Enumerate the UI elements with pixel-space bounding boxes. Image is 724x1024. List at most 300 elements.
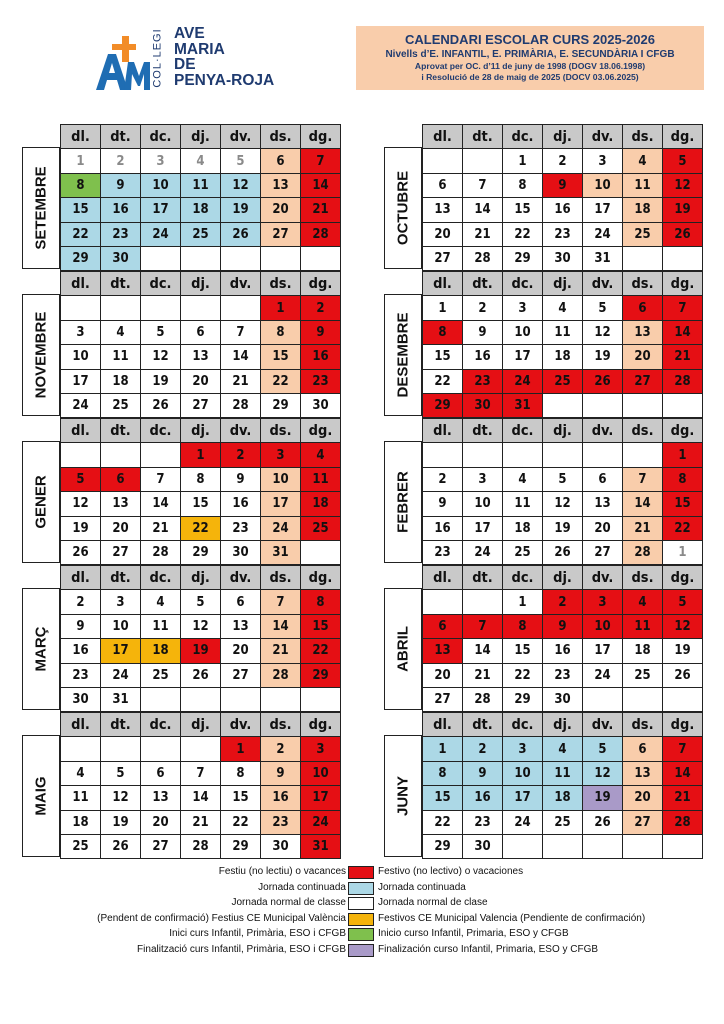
day-cell: 22: [261, 369, 301, 393]
day-cell: 19: [583, 345, 623, 369]
day-cell: 30: [261, 834, 301, 858]
day-cell: 8: [503, 173, 543, 197]
week-row: [61, 173, 341, 197]
day-cell: 25: [543, 369, 583, 393]
month-label: [384, 441, 422, 563]
empty-cell: [623, 246, 663, 270]
month-setembre: [22, 124, 344, 274]
day-cell: 1: [663, 443, 703, 467]
weekday-header: dg.: [663, 419, 703, 443]
day-cell: 29: [261, 393, 301, 417]
day-cell: 23: [261, 810, 301, 834]
weekday-header: dl.: [61, 566, 101, 590]
day-cell: 8: [61, 173, 101, 197]
day-cell: 10: [583, 173, 623, 197]
day-cell: 17: [503, 345, 543, 369]
day-cell: 9: [423, 492, 463, 516]
weekday-header: dl.: [61, 125, 101, 149]
day-cell: 20: [423, 222, 463, 246]
day-cell: 3: [61, 320, 101, 344]
month-febrer: [384, 418, 706, 568]
weekday-header: dj.: [543, 272, 583, 296]
day-cell: 31: [503, 393, 543, 417]
month-abril: [384, 565, 706, 715]
weekday-header: ds.: [261, 566, 301, 590]
day-cell: 31: [261, 540, 301, 564]
day-cell: 22: [423, 369, 463, 393]
day-cell: 24: [101, 663, 141, 687]
calendar-approval: Aprovat per OC. d’11 de juny de 1998 (DOGV 18.06.1998) i Resolució de 28 de maig de 2025 (DOCV 03.06.2025): [414, 61, 646, 82]
day-cell: 30: [463, 834, 503, 858]
day-cell: 28: [301, 222, 341, 246]
weekday-header: dt.: [101, 419, 141, 443]
legend-row: [0, 897, 724, 911]
day-cell: 12: [663, 614, 703, 638]
day-cell: 2: [221, 443, 261, 467]
day-cell: 5: [583, 296, 623, 320]
day-cell: 19: [141, 369, 181, 393]
week-row: [61, 369, 341, 393]
day-cell: 18: [101, 369, 141, 393]
weekday-header: ds.: [261, 272, 301, 296]
day-cell: 28: [141, 540, 181, 564]
day-cell: 3: [583, 149, 623, 173]
day-cell: 14: [261, 614, 301, 638]
day-cell: 8: [503, 614, 543, 638]
day-cell: 28: [623, 540, 663, 564]
empty-cell: [101, 296, 141, 320]
day-cell: 6: [623, 737, 663, 761]
month-table: [422, 124, 703, 271]
legend-swatch: [348, 944, 374, 957]
legend-label-spanish: Festivo (no lectivo) o vacaciones: [378, 866, 524, 877]
empty-cell: [663, 246, 703, 270]
weekday-header: dl.: [423, 713, 463, 737]
day-cell: 28: [663, 810, 703, 834]
day-cell: 2: [463, 737, 503, 761]
weekday-header: dg.: [663, 272, 703, 296]
day-cell: 23: [301, 369, 341, 393]
day-cell: 26: [141, 393, 181, 417]
empty-cell: [623, 443, 663, 467]
week-row: [423, 810, 703, 834]
week-row: [423, 516, 703, 540]
day-cell: 30: [301, 393, 341, 417]
empty-cell: [181, 687, 221, 711]
weekday-header: dg.: [301, 713, 341, 737]
day-cell: 17: [583, 198, 623, 222]
day-cell: 24: [583, 663, 623, 687]
day-cell: 6: [221, 590, 261, 614]
weekday-header: ds.: [623, 419, 663, 443]
legend-label-spanish: Inicio curso Infantil, Primaria, ESO y CFGB: [378, 928, 569, 940]
month-table: [60, 565, 341, 712]
weekday-header: dt.: [463, 125, 503, 149]
month-juny: [384, 712, 706, 862]
weekday-header: dl.: [423, 566, 463, 590]
day-cell: 27: [423, 687, 463, 711]
weekday-header: dg.: [301, 272, 341, 296]
month-label: [22, 294, 60, 416]
month-label: [22, 735, 60, 857]
week-row: [423, 834, 703, 858]
week-row: [423, 320, 703, 344]
day-cell: 16: [543, 639, 583, 663]
legend-label-valencian: Festiu (no lectiu) o vacances: [218, 866, 346, 877]
day-cell: 8: [181, 467, 221, 491]
month-name: SETEMBRE: [32, 166, 50, 250]
week-row: [61, 246, 341, 270]
week-row: [61, 834, 341, 858]
day-cell: 14: [221, 345, 261, 369]
day-cell: 20: [583, 516, 623, 540]
day-cell: 14: [463, 198, 503, 222]
weekday-header: dj.: [181, 419, 221, 443]
weekday-header: dg.: [663, 566, 703, 590]
empty-cell: [101, 737, 141, 761]
weekday-header: ds.: [623, 713, 663, 737]
day-cell: 21: [623, 516, 663, 540]
day-cell: 13: [423, 639, 463, 663]
month-label: [22, 147, 60, 269]
day-cell: 16: [463, 786, 503, 810]
calendar-header: [356, 26, 704, 90]
legend-row: [0, 944, 724, 958]
day-cell: 24: [61, 393, 101, 417]
weekday-header: dc.: [503, 566, 543, 590]
day-cell: 25: [61, 834, 101, 858]
legend-swatch: [348, 913, 374, 926]
day-cell: 20: [141, 810, 181, 834]
day-cell: 2: [543, 149, 583, 173]
day-cell: 16: [463, 345, 503, 369]
legend-label-valencian: Jornada normal de classe: [231, 897, 346, 909]
empty-cell: [543, 834, 583, 858]
day-cell: 12: [583, 320, 623, 344]
day-cell: 21: [663, 786, 703, 810]
weekday-header: dc.: [141, 125, 181, 149]
day-cell: 7: [141, 467, 181, 491]
day-cell: 31: [101, 687, 141, 711]
day-cell: 20: [101, 516, 141, 540]
weekday-header: dc.: [503, 125, 543, 149]
month-label: [384, 588, 422, 710]
day-cell: 2: [261, 737, 301, 761]
day-cell: 1: [503, 590, 543, 614]
day-cell: 17: [503, 786, 543, 810]
day-cell: 3: [261, 443, 301, 467]
day-cell: 21: [181, 810, 221, 834]
day-cell: 6: [141, 761, 181, 785]
empty-cell: [221, 246, 261, 270]
day-cell: 10: [463, 492, 503, 516]
day-cell: 1: [503, 149, 543, 173]
day-cell: 9: [61, 614, 101, 638]
weekday-header: ds.: [261, 419, 301, 443]
day-cell: 12: [141, 345, 181, 369]
day-cell: 16: [543, 198, 583, 222]
day-cell: 29: [503, 246, 543, 270]
day-cell: 28: [463, 246, 503, 270]
day-cell: 27: [261, 222, 301, 246]
month-label: [22, 441, 60, 563]
day-cell: 31: [583, 246, 623, 270]
day-cell: 9: [221, 467, 261, 491]
day-cell: 18: [61, 810, 101, 834]
week-row: [61, 222, 341, 246]
week-row: [61, 639, 341, 663]
day-cell: 25: [623, 222, 663, 246]
month-març: [22, 565, 344, 715]
month-label: [22, 588, 60, 710]
weekday-header: dl.: [61, 272, 101, 296]
legend-row: [0, 866, 724, 880]
weekday-header: dl.: [61, 419, 101, 443]
day-cell: 9: [543, 173, 583, 197]
empty-cell: [423, 590, 463, 614]
day-cell: 26: [663, 663, 703, 687]
day-cell: 10: [101, 614, 141, 638]
empty-cell: [583, 687, 623, 711]
empty-cell: [141, 443, 181, 467]
legend-row: [0, 928, 724, 942]
day-cell: 8: [261, 320, 301, 344]
week-row: [423, 614, 703, 638]
day-cell: 30: [221, 540, 261, 564]
day-cell: 6: [101, 467, 141, 491]
day-cell: 22: [503, 222, 543, 246]
day-cell: 27: [141, 834, 181, 858]
day-cell: 24: [503, 369, 543, 393]
day-cell: 5: [141, 320, 181, 344]
day-cell: 13: [101, 492, 141, 516]
day-cell: 1: [261, 296, 301, 320]
day-cell: 16: [423, 516, 463, 540]
day-cell: 30: [463, 393, 503, 417]
day-cell: 3: [101, 590, 141, 614]
day-cell: 25: [503, 540, 543, 564]
day-cell: 19: [61, 516, 101, 540]
weekday-header: dt.: [463, 713, 503, 737]
weekday-header: dt.: [101, 125, 141, 149]
week-row: [61, 198, 341, 222]
day-cell: 18: [141, 639, 181, 663]
day-cell: 7: [181, 761, 221, 785]
week-row: [423, 639, 703, 663]
day-cell: 26: [663, 222, 703, 246]
day-cell: 10: [583, 614, 623, 638]
month-label: [384, 294, 422, 416]
day-cell: 7: [663, 296, 703, 320]
week-row: [61, 663, 341, 687]
day-cell: 4: [101, 320, 141, 344]
week-row: [423, 737, 703, 761]
day-cell: 2: [423, 467, 463, 491]
day-cell: 1: [221, 737, 261, 761]
week-row: [423, 761, 703, 785]
day-cell: 31: [301, 834, 341, 858]
day-cell: 8: [423, 761, 463, 785]
legend-swatch: [348, 882, 374, 895]
day-cell: 4: [181, 149, 221, 173]
day-cell: 9: [301, 320, 341, 344]
weekday-header: ds.: [261, 713, 301, 737]
day-cell: 27: [623, 810, 663, 834]
day-cell: 12: [101, 786, 141, 810]
month-table: [422, 565, 703, 712]
weekday-header: dc.: [141, 713, 181, 737]
week-row: [423, 663, 703, 687]
month-label: [384, 735, 422, 857]
day-cell: 5: [583, 737, 623, 761]
legend-swatch: [348, 928, 374, 941]
month-gener: [22, 418, 344, 568]
week-row: [61, 761, 341, 785]
week-row: [61, 345, 341, 369]
month-table: [60, 712, 341, 859]
weekday-header: dt.: [463, 272, 503, 296]
day-cell: 11: [543, 320, 583, 344]
empty-cell: [663, 393, 703, 417]
weekday-header: dc.: [503, 713, 543, 737]
day-cell: 8: [423, 320, 463, 344]
legend-label-valencian: Finalització curs Infantil, Primària, ESO i CFGB: [137, 944, 346, 955]
day-cell: 5: [181, 590, 221, 614]
legend-swatch: [348, 866, 374, 879]
week-row: [423, 786, 703, 810]
empty-cell: [141, 296, 181, 320]
day-cell: 16: [61, 639, 101, 663]
day-cell: 26: [221, 222, 261, 246]
day-cell: 9: [261, 761, 301, 785]
legend-label-valencian: Jornada continuada: [258, 881, 346, 893]
day-cell: 29: [301, 663, 341, 687]
week-row: [61, 614, 341, 638]
day-cell: 24: [141, 222, 181, 246]
day-cell: 19: [663, 198, 703, 222]
day-cell: 23: [101, 222, 141, 246]
weekday-header: dv.: [221, 419, 261, 443]
month-name: DESEMBRE: [394, 312, 412, 398]
day-cell: 22: [181, 516, 221, 540]
week-row: [61, 320, 341, 344]
weekday-header: dv.: [583, 566, 623, 590]
weekday-header: dv.: [583, 272, 623, 296]
calendar-levels: Nivells d’E. INFANTIL, E. PRIMÀRIA, E. SECUNDÀRIA I CFGB: [385, 49, 675, 60]
day-cell: 18: [543, 786, 583, 810]
empty-cell: [221, 687, 261, 711]
day-cell: 28: [181, 834, 221, 858]
weekday-header: dg.: [301, 125, 341, 149]
week-row: [423, 492, 703, 516]
day-cell: 4: [543, 737, 583, 761]
empty-cell: [181, 737, 221, 761]
month-desembre: [384, 271, 706, 421]
day-cell: 7: [463, 173, 503, 197]
empty-cell: [141, 687, 181, 711]
day-cell: 21: [141, 516, 181, 540]
day-cell: 26: [583, 369, 623, 393]
day-cell: 11: [101, 345, 141, 369]
day-cell: 22: [61, 222, 101, 246]
day-cell: 3: [503, 296, 543, 320]
day-cell: 22: [221, 810, 261, 834]
empty-cell: [221, 296, 261, 320]
day-cell: 18: [623, 198, 663, 222]
day-cell: 2: [543, 590, 583, 614]
empty-cell: [623, 834, 663, 858]
weekday-header: ds.: [623, 125, 663, 149]
day-cell: 12: [583, 761, 623, 785]
day-cell: 14: [663, 761, 703, 785]
day-cell: 8: [301, 590, 341, 614]
weekday-header: dv.: [583, 125, 623, 149]
empty-cell: [663, 834, 703, 858]
day-cell: 10: [261, 467, 301, 491]
day-cell: 30: [543, 687, 583, 711]
day-cell: 29: [61, 246, 101, 270]
day-cell: 14: [463, 639, 503, 663]
day-cell: 24: [463, 540, 503, 564]
empty-cell: [423, 443, 463, 467]
day-cell: 14: [301, 173, 341, 197]
weekday-header: dv.: [583, 713, 623, 737]
day-cell: 15: [181, 492, 221, 516]
day-cell: 15: [301, 614, 341, 638]
empty-cell: [503, 834, 543, 858]
day-cell: 3: [503, 737, 543, 761]
weekday-header: dj.: [181, 566, 221, 590]
day-cell: 6: [623, 296, 663, 320]
day-cell: 24: [503, 810, 543, 834]
day-cell: 17: [463, 516, 503, 540]
day-cell: 5: [101, 761, 141, 785]
day-cell: 10: [503, 761, 543, 785]
day-cell: 25: [141, 663, 181, 687]
week-row: [423, 467, 703, 491]
day-cell: 10: [141, 173, 181, 197]
day-cell: 6: [423, 173, 463, 197]
empty-cell: [181, 296, 221, 320]
day-cell: 25: [623, 663, 663, 687]
school-logo: [94, 22, 294, 92]
week-row: [423, 369, 703, 393]
day-cell: 15: [423, 786, 463, 810]
day-cell: 17: [583, 639, 623, 663]
empty-cell: [663, 687, 703, 711]
day-cell: 18: [543, 345, 583, 369]
day-cell: 3: [141, 149, 181, 173]
week-row: [423, 173, 703, 197]
day-cell: 17: [141, 198, 181, 222]
empty-cell: [141, 737, 181, 761]
day-cell: 28: [663, 369, 703, 393]
day-cell: 10: [301, 761, 341, 785]
empty-cell: [61, 296, 101, 320]
day-cell: 15: [663, 492, 703, 516]
empty-cell: [623, 687, 663, 711]
day-cell: 10: [61, 345, 101, 369]
weekday-header: ds.: [261, 125, 301, 149]
week-row: [61, 786, 341, 810]
day-cell: 20: [623, 345, 663, 369]
day-cell: 28: [221, 393, 261, 417]
day-cell: 11: [623, 614, 663, 638]
day-cell: 16: [261, 786, 301, 810]
weekday-header: dl.: [423, 125, 463, 149]
weekday-header: dg.: [301, 566, 341, 590]
legend-label-spanish: Jornada continuada: [378, 881, 466, 893]
